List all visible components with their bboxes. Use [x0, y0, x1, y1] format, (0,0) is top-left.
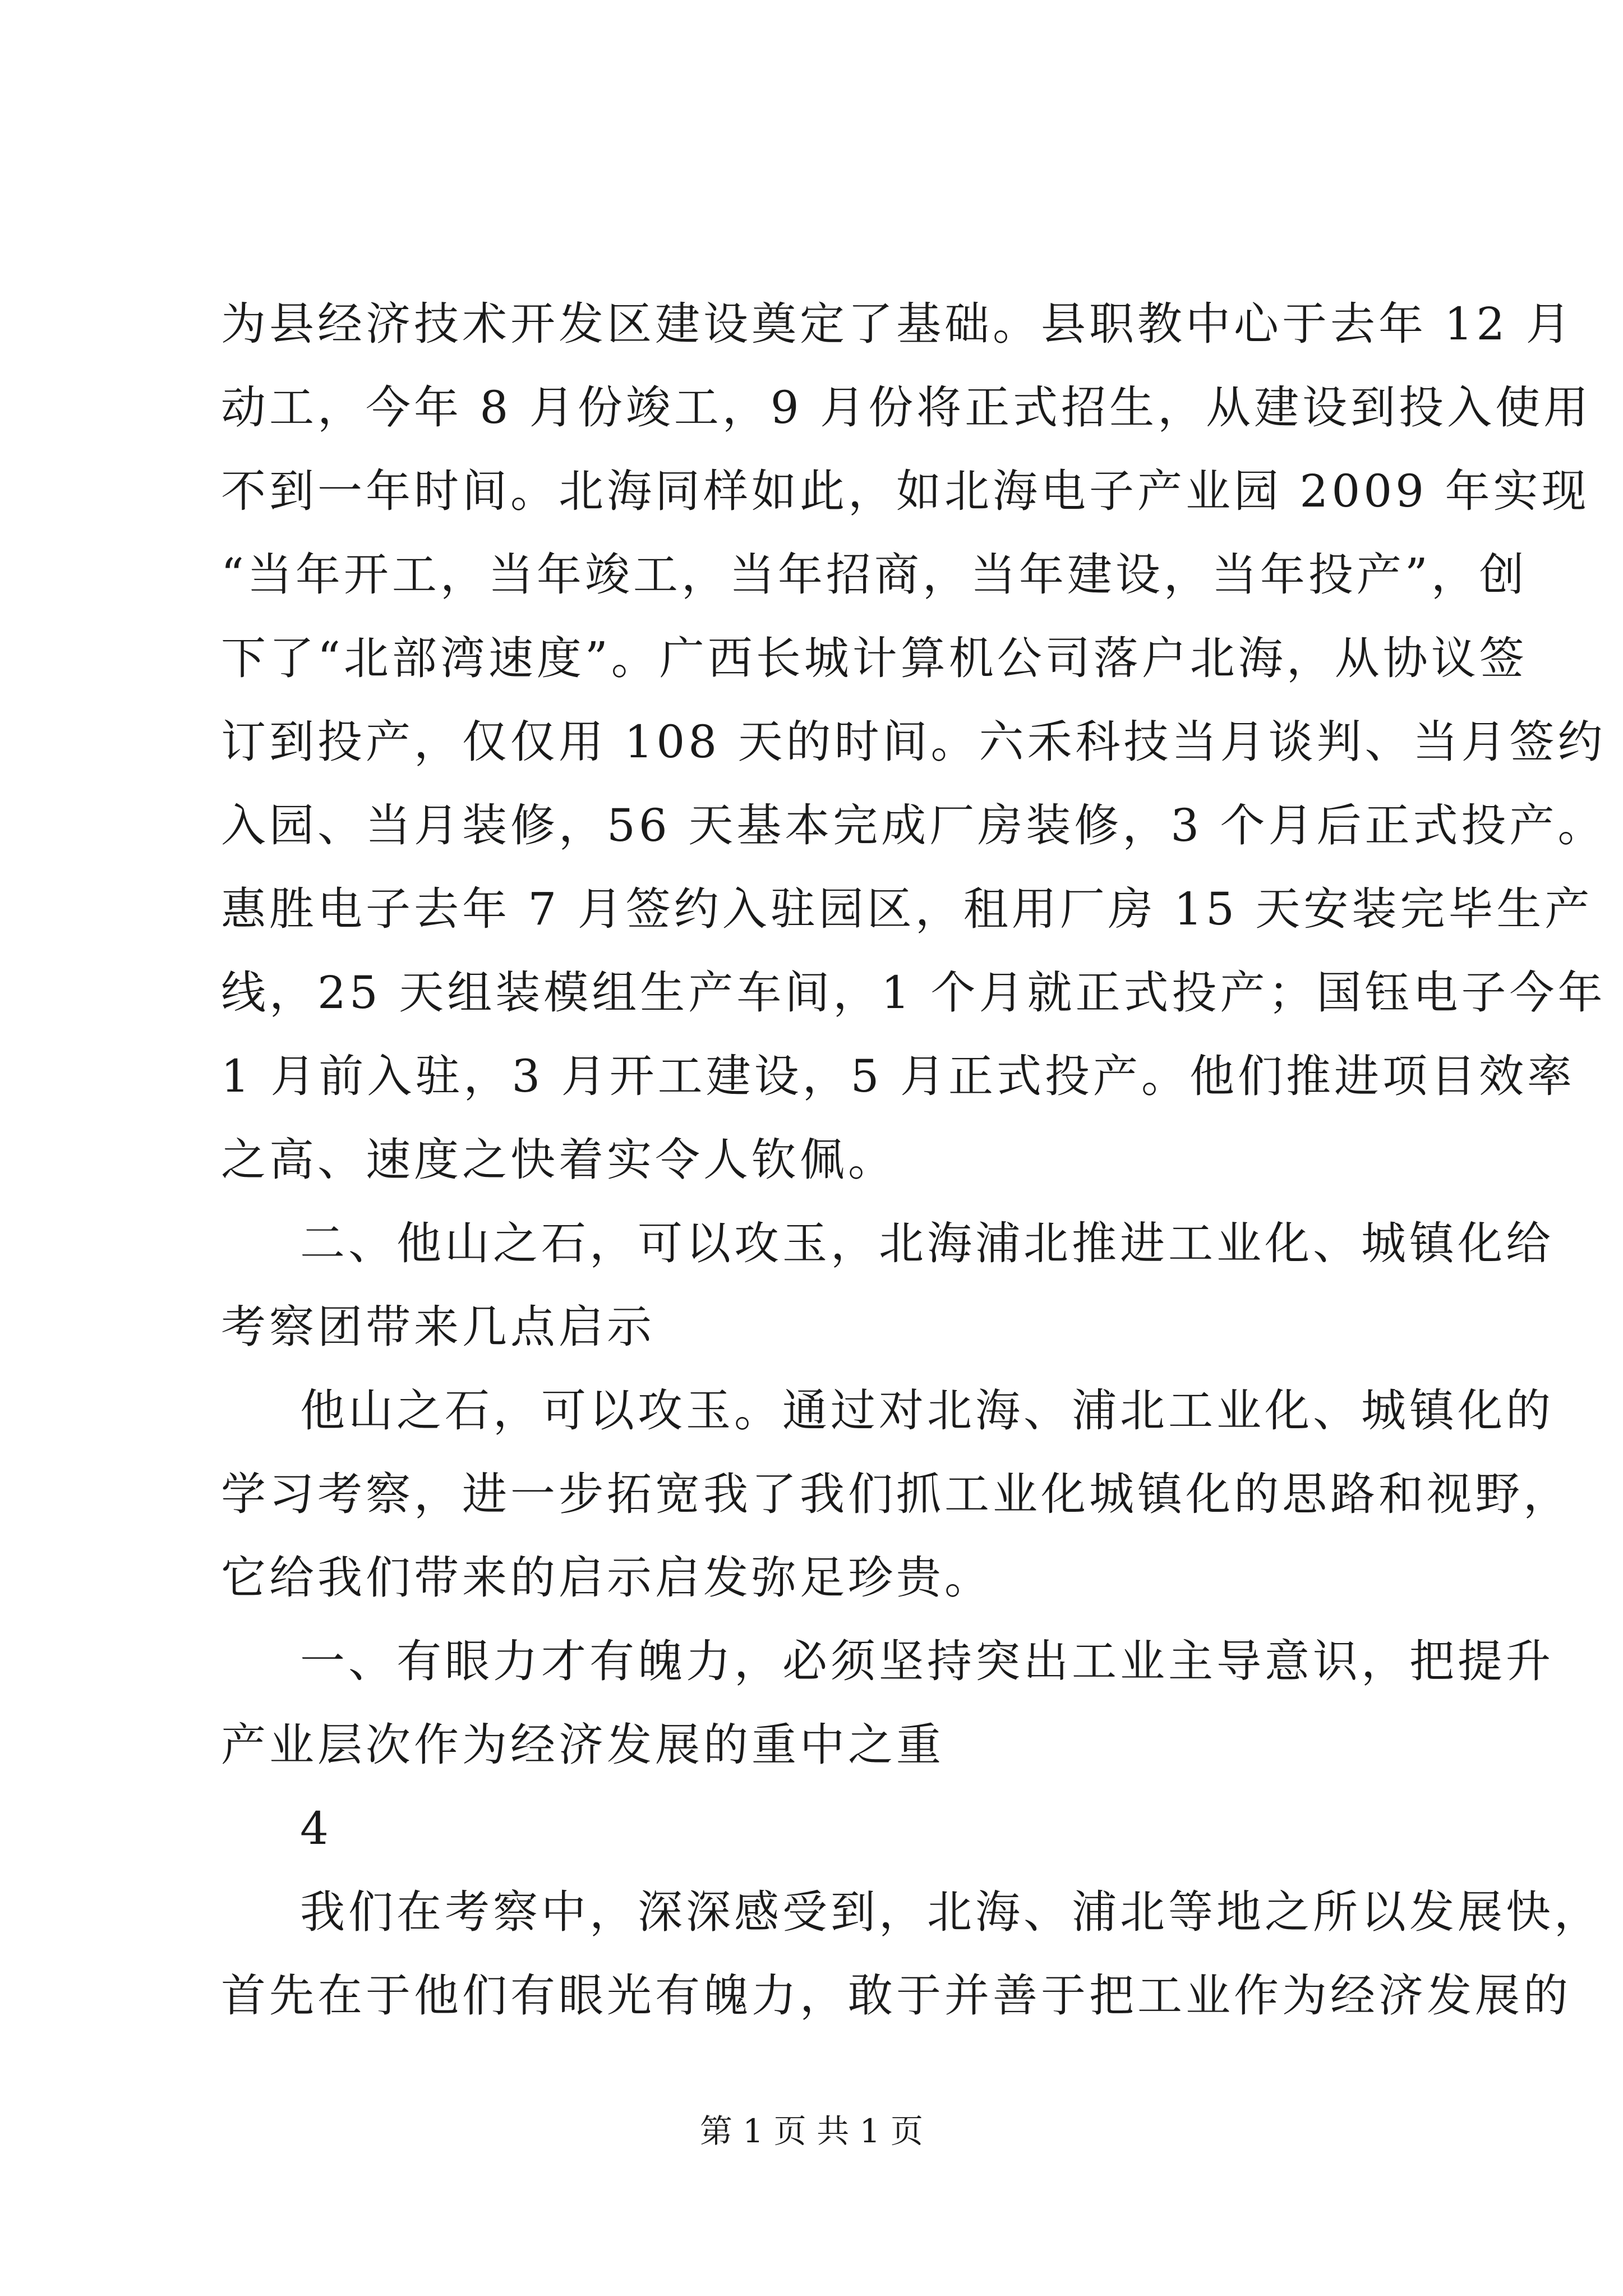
body-line-11: 之高、速度之快着实令人钦佩。	[221, 1134, 896, 1186]
paragraph-line-3: 它给我们带来的启示启发弥足珍贵。	[221, 1552, 993, 1604]
body-line-8: 惠胜电子去年 7 月签约入驻园区，租用厂房 15 天安装完毕生产	[221, 883, 1593, 935]
body-line-5: 下了“北部湾速度”。广西长城计算机公司落户北海，从协议签	[221, 632, 1528, 684]
body-line-1: 为县经济技术开发区建设奠定了基础。县职教中心于去年 12 月	[221, 298, 1574, 350]
paragraph-line-1: 他山之石，可以攻玉。通过对北海、浦北工业化、城镇化的	[300, 1384, 1554, 1437]
closing-paragraph-line-1: 我们在考察中，深深感受到，北海、浦北等地之所以发展快，	[300, 1886, 1602, 1938]
body-line-10: 1 月前入驻，3 月开工建设，5 月正式投产。他们推进项目效率	[221, 1050, 1575, 1102]
page-number-marker: 4	[300, 1802, 332, 1855]
body-line-2: 动工，今年 8 月份竣工，9 月份将正式招生，从建设到投入使用	[221, 381, 1592, 434]
closing-paragraph-line-2: 首先在于他们有眼光有魄力，敢于并善于把工业作为经济发展的	[221, 1970, 1571, 2022]
subheading-1-line-1: 一、有眼力才有魄力，必须坚持突出工业主导意识，把提升	[300, 1635, 1554, 1687]
subheading-1-line-2: 产业层次作为经济发展的重中之重	[221, 1719, 944, 1771]
body-line-4: “当年开工，当年竣工，当年招商，当年建设，当年投产”，创	[221, 549, 1528, 601]
section-heading-2-line-1: 二、他山之石，可以攻玉，北海浦北推进工业化、城镇化给	[300, 1217, 1554, 1269]
body-line-6: 订到投产，仅仅用 108 天的时间。六禾科技当月谈判、当月签约	[221, 716, 1606, 768]
page-footer: 第 1 页 共 1 页	[700, 2112, 923, 2150]
paragraph-line-2: 学习考察，进一步拓宽我了我们抓工业化城镇化的思路和视野，	[221, 1468, 1571, 1520]
body-line-7: 入园、当月装修，56 天基本完成厂房装修，3 个月后正式投产。	[221, 799, 1606, 852]
body-line-3: 不到一年时间。北海同样如此，如北海电子产业园 2009 年实现	[221, 465, 1590, 517]
section-heading-2-line-2: 考察团带来几点启示	[221, 1301, 655, 1353]
body-line-9: 线，25 天组装模组生产车间，1 个月就正式投产；国钰电子今年	[221, 967, 1606, 1019]
